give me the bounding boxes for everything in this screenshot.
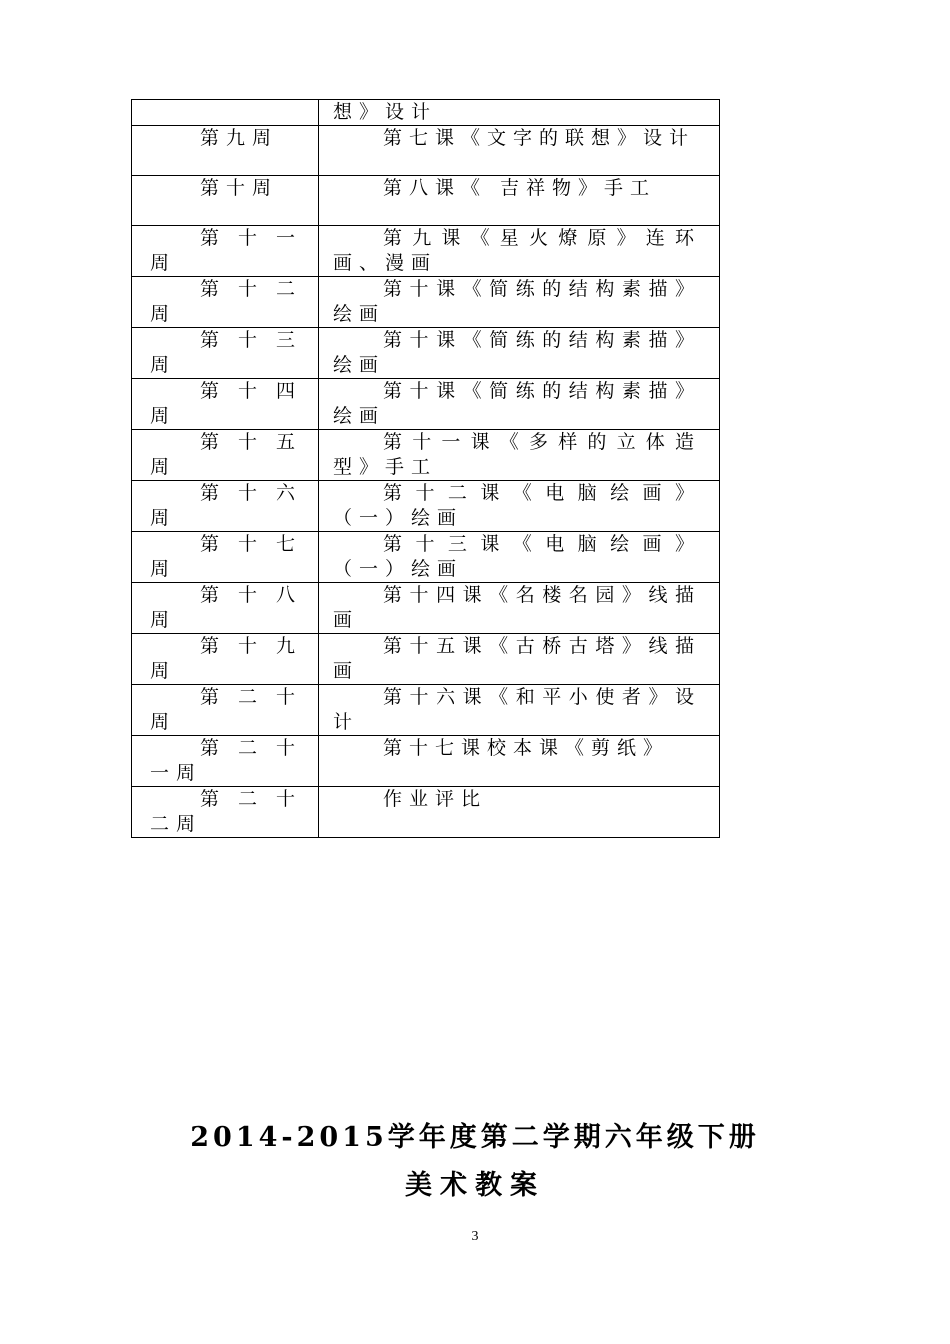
week-label: 第十九周 [150,635,302,682]
lesson-label: 第九课《星火燎原》连环画、漫画 [333,227,701,274]
lesson-cell [319,126,720,176]
lesson-cell [319,532,720,583]
lesson-label: 第十五课《古桥古塔》线描画 [333,635,701,682]
week-cell [132,634,319,685]
week-cell [132,685,319,736]
week-label: 第二十周 [150,686,302,733]
lesson-label: 第七课《文字的联想》设计 [383,127,696,149]
week-cell [132,481,319,532]
week-label: 第十周 [200,177,279,199]
table-row [132,481,720,532]
lesson-cell [319,277,720,328]
week-cell [132,226,319,277]
lesson-cell [319,736,720,787]
lesson-cell [319,226,720,277]
week-cell [132,430,319,481]
week-label: 第十二周 [150,278,302,325]
week-label: 第二十一周 [150,737,302,784]
lesson-label: 第十三课《电脑绘画》（一）绘画 [333,533,701,580]
table-row [132,430,720,481]
week-label: 第十七周 [150,533,302,580]
week-cell [132,787,319,838]
table-row [132,787,720,838]
week-cell [132,176,319,226]
lesson-label: 第八课《 吉祥物》手工 [383,177,657,199]
lesson-cell [319,100,720,126]
table-row [132,176,720,226]
lesson-cell [319,685,720,736]
lesson-label: 第十六课《和平小使者》设计 [333,686,701,733]
week-cell [132,126,319,176]
table-row [132,685,720,736]
lesson-label: 第十课《简练的结构素描》绘画 [333,380,701,427]
week-label: 第九周 [200,127,279,149]
week-cell [132,532,319,583]
lesson-cell [319,481,720,532]
table-row [132,583,720,634]
document-subtitle: 美术教案 [405,1170,545,1201]
week-cell [132,277,319,328]
lesson-label: 想》设计 [333,101,438,123]
week-label: 第十四周 [150,380,302,427]
lesson-cell [319,328,720,379]
week-cell [132,736,319,787]
week-label: 第十一周 [150,227,302,274]
table-row [132,328,720,379]
lesson-label: 作业评比 [383,788,488,810]
week-label: 第二十二周 [150,788,302,835]
schedule-table [131,99,720,838]
table-row [132,277,720,328]
lesson-label: 第十四课《名楼名园》线描画 [333,584,701,631]
document-title: 2014-2015学年度第二学期六年级下册 [190,1122,760,1153]
table-row [132,736,720,787]
lesson-label: 第十课《简练的结构素描》绘画 [333,278,701,325]
table-row [132,126,720,176]
week-label: 第十五周 [150,431,302,478]
lesson-cell [319,787,720,838]
lesson-label: 第十七课校本课《剪纸》 [383,737,670,759]
lesson-cell [319,634,720,685]
lesson-cell [319,430,720,481]
week-cell [132,379,319,430]
table-row [132,100,720,126]
table-row [132,532,720,583]
table-row [132,634,720,685]
page-number: 3 [471,1229,479,1244]
lesson-label: 第十二课《电脑绘画》（一）绘画 [333,482,701,529]
lesson-label: 第十一课《多样的立体造型》手工 [333,431,701,478]
lesson-cell [319,379,720,430]
week-label: 第十三周 [150,329,302,376]
lesson-cell [319,583,720,634]
lesson-label: 第十课《简练的结构素描》绘画 [333,329,701,376]
week-cell [132,100,319,126]
week-label: 第十八周 [150,584,302,631]
lesson-cell [319,176,720,226]
week-cell [132,328,319,379]
table-row [132,226,720,277]
table-row [132,379,720,430]
week-label: 第十六周 [150,482,302,529]
week-cell [132,583,319,634]
